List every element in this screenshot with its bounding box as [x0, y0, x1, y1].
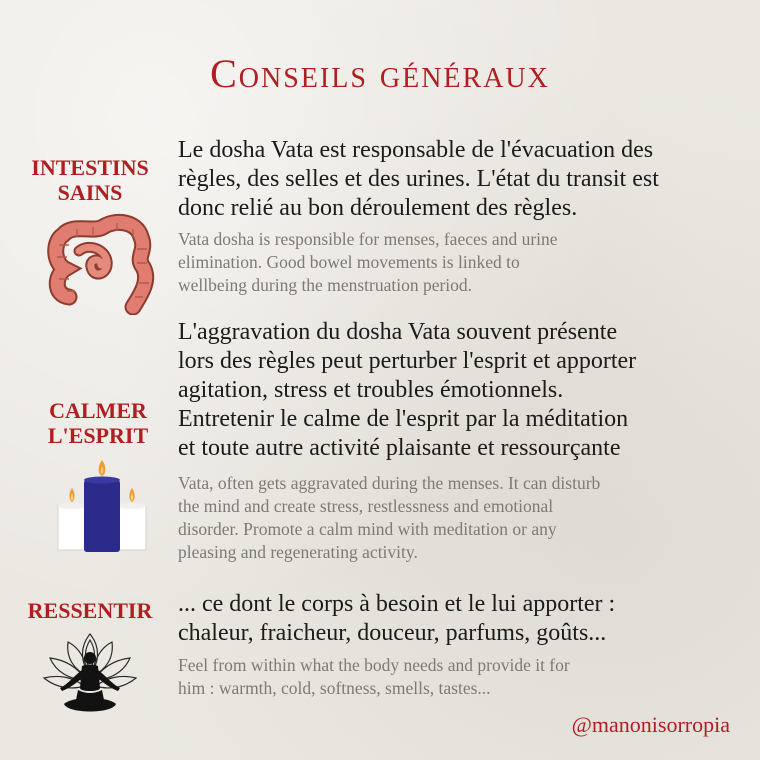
page-title: Conseils généraux — [210, 51, 550, 96]
section-label-intestins: INTESTINS SAINS — [31, 155, 149, 205]
section-text-fr-ressentir: ... ce dont le corps à besoin et le lui apporter : chaleur, fraicheur, douceur, parfums, goûts... — [178, 591, 616, 646]
section-label-esprit: CALMER L'ESPRIT — [47, 398, 149, 448]
meditation-lotus-icon — [42, 628, 138, 724]
section-text-fr-esprit: L'aggravation du dosha Vata souvent présente lors des règles peut perturber l'esprit et apporter agitation, stress et troubles émotionnels. Entretenir le calme de l'esprit par la méditation et toute autre activité plaisante et ressourçante — [178, 319, 637, 461]
section-label-ressentir: RESSENTIR — [27, 598, 153, 623]
author-handle: @manonisorropia — [571, 712, 730, 737]
section-text-fr-intestins: Le dosha Vata est responsable de l'évacuation des règles, des selles et des urines. L'état du transit est donc relié au bon déroulement des règles. — [178, 137, 659, 221]
intestine-icon — [47, 205, 157, 315]
candles-icon — [54, 458, 150, 554]
section-text-en-ressentir: Feel from within what the body needs and provide it for him : warmth, cold, softness, smells, tastes... — [178, 655, 570, 698]
section-text-en-esprit: Vata, often gets aggravated during the menses. It can disturb the mind and create stress, restlessness and emotional disorder. Promote a calm mind with meditation or any pleasing and regenerating activity. — [178, 473, 601, 562]
section-text-en-intestins: Vata dosha is responsible for menses, faeces and urine elimination. Good bowel movements is linked to wellbeing during the menstruation period. — [178, 229, 558, 295]
